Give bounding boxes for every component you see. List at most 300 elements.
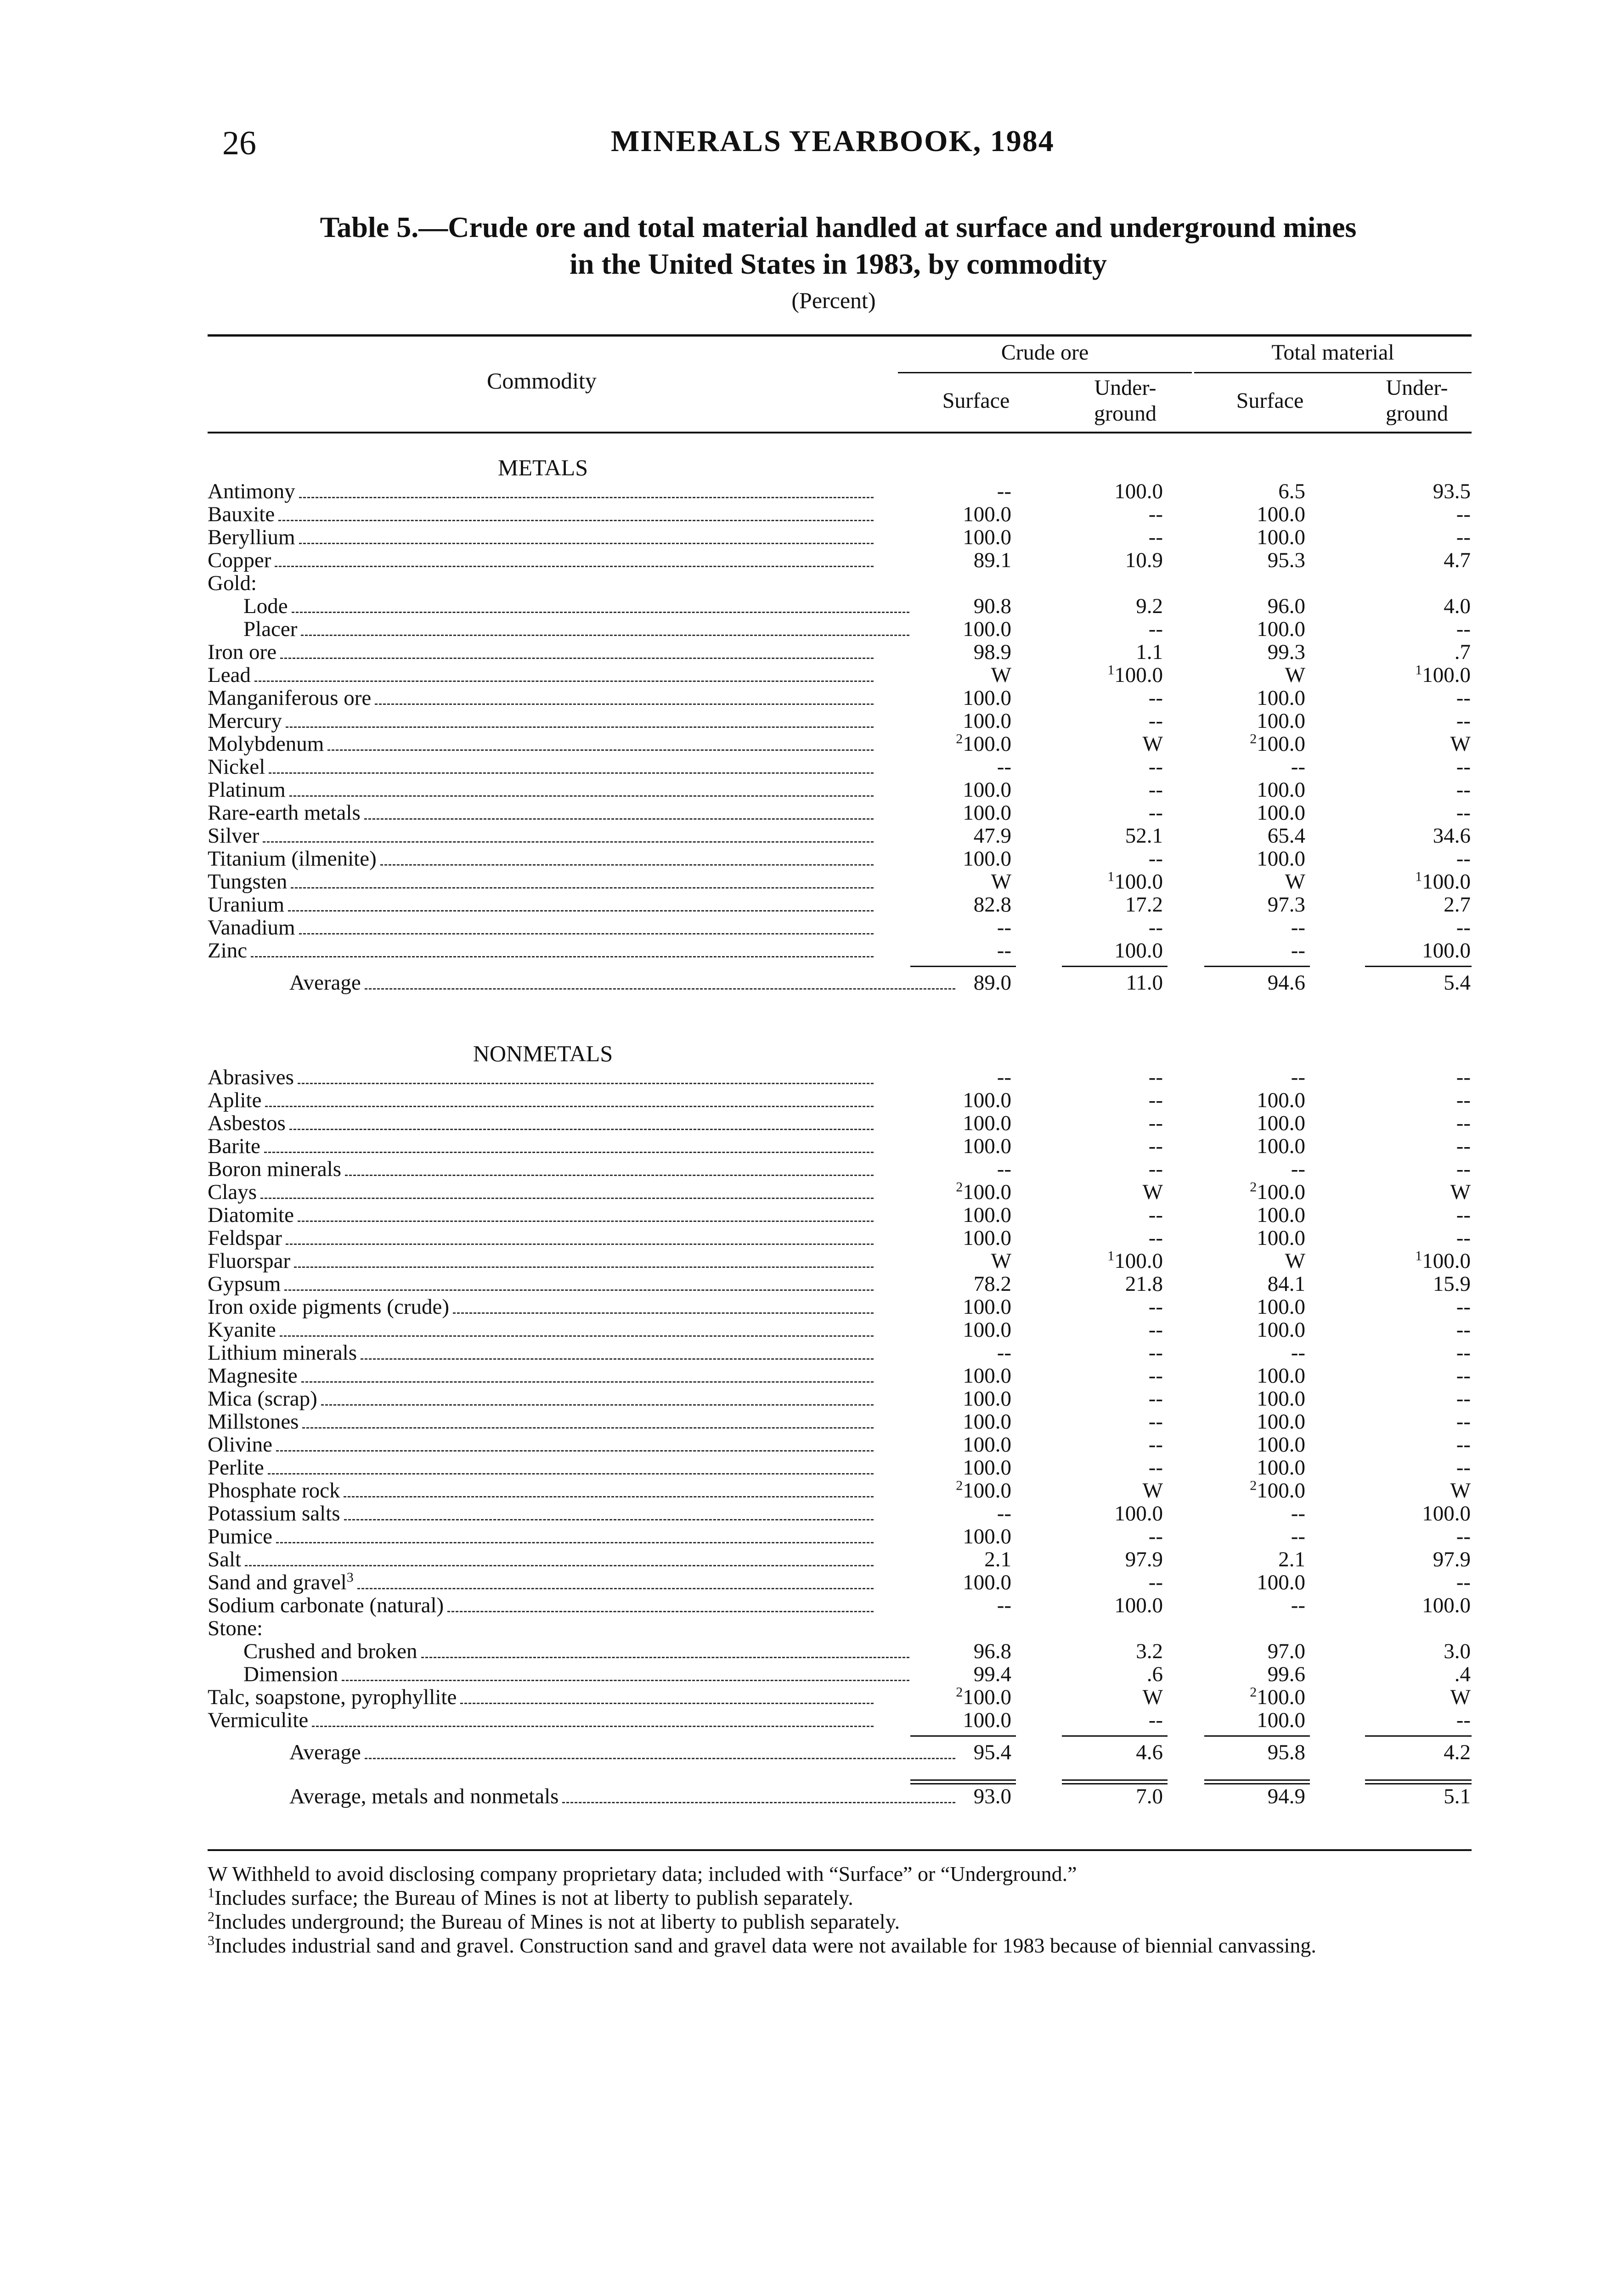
cell-value: 100.0 [963,525,1011,549]
cell-value: W [991,1249,1011,1273]
table-row [208,1686,1472,1709]
footnotes [208,1862,1472,1958]
cell-value: 100.0 [1114,1502,1163,1525]
commodity-name: Average [289,1740,361,1764]
table-cell [1374,1272,1471,1295]
table-cell [919,893,1011,916]
table-cell [1374,1433,1471,1456]
cell-value: 100.0 [1257,1479,1305,1503]
table-cell [919,1158,1011,1181]
table-cell [919,1181,1011,1204]
cell-value: 100.0 [963,1387,1011,1411]
cell-value: 52.1 [1125,824,1163,848]
table-cell [919,1548,1011,1571]
cell-value: -- [1456,1433,1471,1457]
table-title [257,209,1419,282]
table-cell [1213,687,1305,709]
table-cell [1213,1502,1305,1525]
row-values [208,778,1472,801]
row-values [208,916,1472,939]
cell-value: 100.0 [1422,939,1471,962]
cell-value: 100.0 [1257,1456,1305,1480]
table-cell [919,1686,1011,1709]
nonmetals-average-row [208,1732,1472,1776]
footnote-text: Includes industrial sand and gravel. Construction sand and gravel data were not available for 1983 because of biennial canvassing. [214,1934,1316,1957]
footnote-marker: 3 [208,1933,214,1948]
table-cell [919,526,1011,549]
table-row [208,1272,1472,1295]
row-values [208,1433,1472,1456]
commodity-name: Vanadium [208,916,295,940]
cell-value: -- [1148,1708,1163,1732]
cell-value: -- [1456,916,1471,940]
cell-value: 100.0 [1257,778,1305,802]
cell-value: -- [1456,1525,1471,1548]
commodity-name: Pumice [208,1525,272,1548]
commodity-name: Phosphate rock [208,1479,340,1503]
total-rule [910,966,1016,967]
table-cell [1071,549,1163,572]
cell-value: -- [1456,1387,1471,1411]
cell-value: 100.0 [1114,870,1163,894]
table-bottom-rule [208,1849,1472,1851]
footnote-text: W Withheld to avoid disclosing company proprietary data; included with “Surface” or “Underground.” [208,1862,1077,1885]
table-cell [1213,1387,1305,1410]
table-cell [919,1295,1011,1318]
table-cell [1213,1479,1305,1502]
footnote-text: Includes surface; the Bureau of Mines is not at liberty to publish separately. [214,1886,853,1909]
cell-value: 84.1 [1267,1272,1305,1296]
table-row [208,1387,1472,1410]
cell-value: 4.6 [1136,1740,1163,1764]
cell-value: 4.2 [1444,1740,1471,1764]
cell-value: -- [1456,502,1471,526]
total-rule [1365,1779,1472,1781]
table-cell [1213,801,1305,824]
table-cell [1071,893,1163,916]
table-row [208,1318,1472,1341]
cell-value: -- [1148,1065,1163,1089]
row-values [208,480,1472,503]
table-cell [1374,916,1471,939]
table-cell [1213,1341,1305,1364]
cell-value: 100.0 [1114,939,1163,962]
cell-value: -- [1148,1295,1163,1319]
commodity-name: Fluorspar [208,1249,291,1273]
table-cell [1071,480,1163,503]
table-cell [919,1364,1011,1387]
row-values [208,1741,1472,1764]
row-values [208,1525,1472,1548]
cell-value: 100.0 [1114,479,1163,503]
cell-value: 100.0 [963,1111,1011,1135]
footnote-marker: 3 [346,1570,354,1585]
cell-value: -- [1148,1341,1163,1365]
commodity-name: Silver [208,824,259,848]
table-cell [1374,664,1471,687]
table-cell [919,664,1011,687]
table-cell [1213,526,1305,549]
row-values [208,801,1472,824]
row-values [208,1548,1472,1571]
footnote-marker: 1 [1415,1248,1422,1264]
nonmetals-section-heading [208,1020,1472,1066]
row-values [208,572,1472,595]
footnote-marker: 1 [1415,662,1422,678]
section-title: METALS [498,455,588,480]
table-cell [919,1785,1011,1808]
table-cell [1374,1112,1471,1135]
row-values [208,732,1472,755]
commodity-name: Uranium [208,893,285,917]
table-cell [1213,1525,1305,1548]
cell-value: 100.0 [963,847,1011,871]
table-cell [1374,778,1471,801]
cell-value: W [1450,732,1471,756]
table-cell [1374,480,1471,503]
table-header-rule [208,432,1472,433]
crude-underground-header: Under- ground [1094,376,1156,426]
table-cell [919,1066,1011,1089]
row-values [208,1387,1472,1410]
table-cell [1374,1249,1471,1272]
page-header [0,124,1602,174]
table-cell [1213,1433,1305,1456]
commodity-name: Talc, soapstone, pyrophyllite [208,1685,457,1709]
cell-value: -- [1148,1456,1163,1480]
table-cell [1071,687,1163,709]
commodity-name: Titanium (ilmenite) [208,847,377,871]
table-cell [1374,1686,1471,1709]
cell-value: W [991,663,1011,687]
cell-value: .4 [1454,1662,1471,1686]
footnote-marker: 2 [1250,1179,1257,1195]
table-cell [1071,664,1163,687]
table-row [208,916,1472,939]
table-cell [919,1594,1011,1617]
total-rule [1365,966,1472,967]
table-cell [1213,503,1305,526]
table-cell [919,595,1011,618]
commodity-name: Abrasives [208,1065,294,1089]
commodity-name: Molybdenum [208,732,324,756]
table-cell [919,1456,1011,1479]
table-cell [1374,687,1471,709]
table-cell [1071,1479,1163,1502]
cell-value: 100.0 [1257,1410,1305,1434]
cell-value: W [1142,1479,1163,1503]
commodity-name: Sodium carbonate (natural) [208,1593,444,1617]
table-row [208,1249,1472,1272]
cell-value: 95.4 [973,1740,1011,1764]
table-cell [1213,1272,1305,1295]
commodity-name: Dimension [243,1662,338,1686]
footnote [208,1862,1472,1886]
table-cell [1213,732,1305,755]
metals-average-row [208,962,1472,1006]
cell-value: -- [1148,801,1163,825]
table-cell [1071,1066,1163,1089]
table-row [208,1617,1472,1640]
table-cell [1071,1456,1163,1479]
table-cell [1071,1502,1163,1525]
cell-value: 97.0 [1267,1639,1305,1663]
table-cell [1071,1295,1163,1318]
row-values [208,549,1472,572]
cell-value: 100.0 [963,1479,1011,1503]
cell-value: 100.0 [1257,1295,1305,1319]
running-title: MINERALS YEARBOOK, 1984 [611,124,1055,158]
table-cell [1071,801,1163,824]
table-cell [1071,1686,1163,1709]
table-cell [1374,1181,1471,1204]
table-cell [919,641,1011,664]
cell-value: 100.0 [963,1226,1011,1250]
table-cell [1374,801,1471,824]
table-row [208,1640,1472,1663]
cell-value: 100.0 [1257,1111,1305,1135]
table-row [208,1181,1472,1204]
cell-value: 34.6 [1433,824,1471,848]
table-cell [919,503,1011,526]
cell-value: 100.0 [963,1570,1011,1594]
table-cell [1213,1066,1305,1089]
table-cell [1374,526,1471,549]
row-values [208,893,1472,916]
total-rule [910,1735,1016,1737]
table-cell [919,1433,1011,1456]
cell-value: 11.0 [1126,971,1163,995]
cell-value: 99.4 [973,1662,1011,1686]
total-rule [1062,966,1168,967]
cell-value: 97.9 [1433,1548,1471,1571]
cell-value: 82.8 [973,893,1011,917]
cell-value: 100.0 [1422,663,1471,687]
table-unit: (Percent) [791,287,876,313]
cell-value: 4.7 [1444,548,1471,572]
table-row [208,549,1472,572]
cell-value: -- [1148,525,1163,549]
cell-value: -- [1456,709,1471,733]
table-row [208,687,1472,709]
cell-value: -- [997,939,1011,962]
table-cell [919,1135,1011,1158]
row-values [208,1594,1472,1617]
cell-value: 94.6 [1267,971,1305,995]
cell-value: -- [997,1065,1011,1089]
table-row [208,1364,1472,1387]
table-cell [1374,1135,1471,1158]
table-title-line1: Table 5.—Crude ore and total material handled at surface and underground mines [320,211,1357,243]
cell-value: -- [1148,1318,1163,1342]
table-cell [1374,939,1471,962]
footnote-marker: 2 [956,731,963,747]
table-cell [1071,939,1163,962]
footnote-marker: 2 [956,1684,963,1700]
cell-value: -- [1148,1364,1163,1388]
table-row [208,1594,1472,1617]
cell-value: 21.8 [1125,1272,1163,1296]
table-cell [1071,755,1163,778]
table-cell [1374,709,1471,732]
cell-value: -- [1291,1525,1305,1548]
table-cell [1374,618,1471,641]
cell-value: 2.7 [1444,893,1471,917]
cell-value: 97.3 [1267,893,1305,917]
cell-value: 1.1 [1136,640,1163,664]
table-cell [1213,939,1305,962]
cell-value: W [1450,1685,1471,1709]
footnote-marker: 2 [1250,1684,1257,1700]
row-values [208,1135,1472,1158]
commodity-name: Nickel [208,755,265,779]
table-row [208,1135,1472,1158]
commodity-name: Mercury [208,709,282,733]
table-row [208,618,1472,641]
commodity-name: Iron oxide pigments (crude) [208,1295,449,1319]
cell-value: 100.0 [963,617,1011,641]
row-values [208,1663,1472,1686]
metals-section-heading [208,434,1472,480]
table-cell [1213,1741,1305,1764]
table-row [208,1089,1472,1112]
table-cell [1071,1204,1163,1227]
table-cell [1374,870,1471,893]
commodity-name: Diatomite [208,1203,294,1227]
cell-value: -- [1148,1433,1163,1457]
row-values [208,709,1472,732]
row-values [208,1066,1472,1089]
table-cell [919,1502,1011,1525]
cell-value: 9.2 [1136,594,1163,618]
table-cell [1374,1066,1471,1089]
cell-value: 2.1 [984,1548,1011,1571]
cell-value: -- [1148,709,1163,733]
row-values [208,1295,1472,1318]
table-cell [1071,1158,1163,1181]
row-values [208,664,1472,687]
table-row [208,480,1472,503]
cell-value: -- [997,1502,1011,1525]
row-values [208,1456,1472,1479]
row-values [208,1089,1472,1112]
table-cell [1213,1571,1305,1594]
table-cell [1213,1318,1305,1341]
table-cell [1213,480,1305,503]
cell-value: -- [1148,755,1163,779]
table-cell [1071,618,1163,641]
table-cell [1374,1227,1471,1249]
commodity-name: Zinc [208,939,248,962]
table-cell [919,971,1011,994]
table-cell [1374,1709,1471,1732]
commodity-name: Kyanite [208,1318,276,1342]
table-cell [1071,1249,1163,1272]
cell-value: 100.0 [1257,709,1305,733]
cell-value: 89.0 [973,971,1011,995]
cell-value: 100.0 [963,1364,1011,1388]
table-cell [1071,1387,1163,1410]
table-cell [1071,709,1163,732]
table-row [208,732,1472,755]
table-cell [919,1663,1011,1686]
cell-value: -- [1291,939,1305,962]
row-values [208,1318,1472,1341]
cell-value: 95.8 [1267,1740,1305,1764]
cell-value: -- [1456,1203,1471,1227]
section-title: NONMETALS [473,1041,613,1066]
cell-value: -- [1291,755,1305,779]
cell-value: -- [1456,1410,1471,1434]
table-cell [1374,893,1471,916]
table-cell [1374,1456,1471,1479]
cell-value: -- [1456,525,1471,549]
table-cell [919,618,1011,641]
cell-value: -- [1148,1570,1163,1594]
cell-value: 100.0 [1422,870,1471,894]
commodity-name: Copper [208,548,271,572]
table-cell [919,1709,1011,1732]
table-row [208,526,1472,549]
table-cell [1071,916,1163,939]
cell-value: 100.0 [1257,686,1305,710]
table-cell [919,939,1011,962]
cell-value: -- [1291,1341,1305,1365]
table-cell [1374,1410,1471,1433]
commodity-column-header: Commodity [487,368,597,394]
row-values [208,1112,1472,1135]
cell-value: -- [1456,1134,1471,1158]
commodity-name: Olivine [208,1433,272,1457]
cell-value: 100.0 [1257,1134,1305,1158]
cell-value: 100.0 [1257,617,1305,641]
cell-value: -- [1456,801,1471,825]
cell-value: 100.0 [963,1134,1011,1158]
table-cell [1213,1548,1305,1571]
cell-value: -- [1148,686,1163,710]
cell-value: 100.0 [1422,1249,1471,1273]
total-rule [1062,1779,1168,1781]
table-cell [1213,971,1305,994]
total-material-label: Total material [1271,340,1394,365]
row-values [208,1617,1472,1640]
cell-value: 6.5 [1278,479,1305,503]
cell-value: -- [1456,1157,1471,1181]
commodity-name: Gold: [208,571,257,595]
table-row [208,1410,1472,1433]
table-row [208,1456,1472,1479]
cell-value: 5.1 [1444,1784,1471,1808]
table-cell [1071,1594,1163,1617]
row-values [208,939,1472,962]
commodity-name: Antimony [208,479,295,503]
table-cell [1374,1525,1471,1548]
cell-value: 100.0 [1114,663,1163,687]
table-cell [1213,1181,1305,1204]
total-rule [910,1783,1016,1784]
cell-value: 100.0 [1114,1249,1163,1273]
table-cell [919,824,1011,847]
cell-value: -- [1148,778,1163,802]
row-values [208,641,1472,664]
table-cell [1071,1272,1163,1295]
table-cell [1071,526,1163,549]
table-row [208,1479,1472,1502]
table-cell [1374,1741,1471,1764]
table-cell [919,778,1011,801]
table-cell [1071,1112,1163,1135]
cell-value: 100.0 [1257,847,1305,871]
